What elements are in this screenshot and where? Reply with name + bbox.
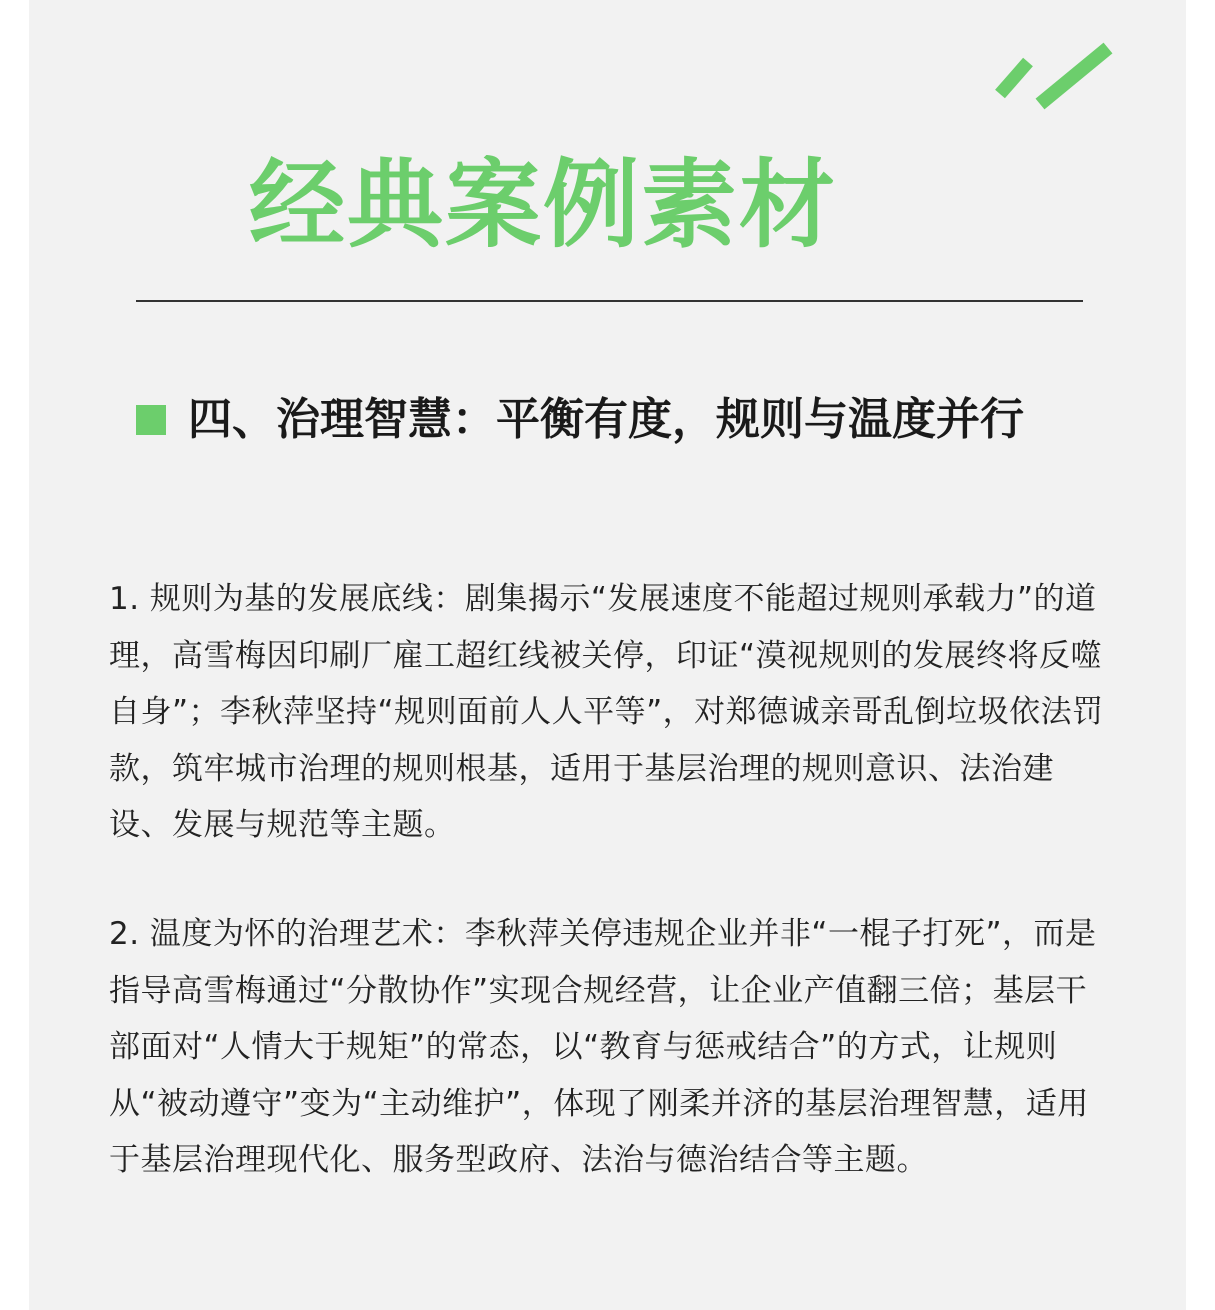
document-page <box>29 0 1186 1310</box>
page-title: 经典案例素材 <box>249 149 837 261</box>
paragraph-1: 1. 规则为基的发展底线：剧集揭示“发展速度不能超过规则承载力”的道理，高雪梅因印刷厂雇工超红线被关停，印证“漠视规则的发展终将反噬自身”；李秋萍坚持“规则面前人人平等”，对郑德诚亲哥乱倒垃圾依法罚款，筑牢城市治理的规则根基，适用于基层治理的规则意识、法治建设、发展与规范等主题。 <box>109 581 1104 843</box>
paragraph-2: 2. 温度为怀的治理艺术：李秋萍关停违规企业并非“一棍子打死”，而是指导高雪梅通过“分散协作”实现合规经营，让企业产值翻三倍；基层干部面对“人情大于规矩”的常态，以“教育与惩戒结合”的方式，让规则从“被动遵守”变为“主动维护”，体现了刚柔并济的基层治理智慧，适用于基层治理现代化、服务型政府、法治与德治结合等主题。 <box>109 916 1097 1178</box>
double-slash-decoration-icon <box>984 36 1124 116</box>
section-heading-text: 四、治理智慧：平衡有度，规则与温度并行 <box>188 394 1024 445</box>
section-heading <box>136 390 1024 450</box>
green-square-icon <box>136 405 166 435</box>
title-divider <box>136 300 1083 302</box>
